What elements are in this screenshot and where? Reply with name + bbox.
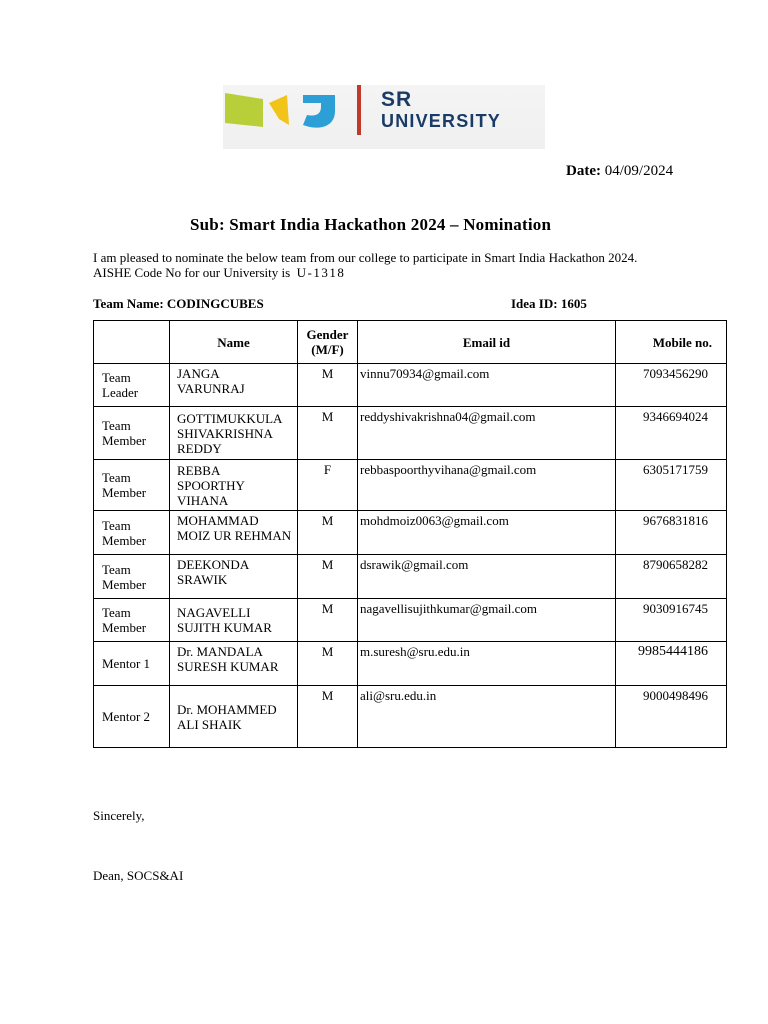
email-cell: nagavellisujithkumar@gmail.com xyxy=(358,599,616,642)
header-email: Email id xyxy=(358,321,616,364)
mobile-cell: 9985444186 xyxy=(616,642,727,686)
role-cell: Team Member xyxy=(94,407,170,460)
name-cell: DEEKONDA SRAWIK xyxy=(170,555,298,599)
logo-emblem-icon xyxy=(223,85,383,149)
intro-line-2 xyxy=(93,265,637,280)
mobile-cell: 9676831816 xyxy=(616,511,727,555)
signatory: Dean, SOCS&AI xyxy=(93,868,184,883)
role-cell: Team Member xyxy=(94,511,170,555)
email-cell: dsrawik@gmail.com xyxy=(358,555,616,599)
email-cell: rebbaspoorthyvihana@gmail.com xyxy=(358,460,616,511)
email-cell: vinnu70934@gmail.com xyxy=(358,364,616,407)
mobile-cell: 6305171759 xyxy=(616,460,727,511)
nomination-table xyxy=(93,320,727,748)
date-value: 04/09/2024 xyxy=(604,163,674,179)
role-cell: Team Member xyxy=(94,555,170,599)
mobile-cell: 9000498496 xyxy=(616,686,727,748)
gender-cell: M xyxy=(298,599,358,642)
email-cell: m.suresh@sru.edu.in xyxy=(358,642,616,686)
role-cell: Team Member xyxy=(94,599,170,642)
name-cell: GOTTIMUKKULA SHIVAKRISHNA REDDY xyxy=(170,407,298,460)
mobile-cell: 8790658282 xyxy=(616,555,727,599)
date-label: Date: xyxy=(566,163,601,179)
role-cell: Team Member xyxy=(94,460,170,511)
letter-date xyxy=(566,163,673,180)
table-row xyxy=(94,599,727,642)
gender-cell: M xyxy=(298,511,358,555)
idea-id: Idea ID: 1605 xyxy=(511,296,587,311)
role-cell: Mentor 2 xyxy=(94,686,170,748)
header-role xyxy=(94,321,170,364)
table-row xyxy=(94,407,727,460)
intro-paragraph xyxy=(93,250,637,280)
name-cell: MOHAMMAD MOIZ UR REHMAN xyxy=(170,511,298,555)
intro-line-1: I am pleased to nominate the below team from our college to participate in Smart India Hackathon 2024. xyxy=(93,250,638,265)
header-name: Name xyxy=(170,321,298,364)
letter-subject: Sub: Smart India Hackathon 2024 – Nomination xyxy=(190,215,552,234)
team-name: Team Name: CODINGCUBES xyxy=(93,296,264,311)
name-cell: REBBA SPOORTHY VIHANA xyxy=(170,460,298,511)
aishe-code: U-1318 xyxy=(296,265,346,280)
role-cell: Team Leader xyxy=(94,364,170,407)
name-cell: JANGA VARUNRAJ xyxy=(170,364,298,407)
gender-cell: M xyxy=(298,642,358,686)
closing-salutation: Sincerely, xyxy=(93,808,145,823)
email-cell: reddyshivakrishna04@gmail.com xyxy=(358,407,616,460)
mobile-cell: 9030916745 xyxy=(616,599,727,642)
table-row xyxy=(94,642,727,686)
gender-cell: F xyxy=(298,460,358,511)
header-mobile: Mobile no. xyxy=(616,321,727,364)
gender-cell: M xyxy=(298,555,358,599)
gender-cell: M xyxy=(298,364,358,407)
name-cell: Dr. MOHAMMED ALI SHAIK xyxy=(170,686,298,748)
mobile-cell: 7093456290 xyxy=(616,364,727,407)
mobile-cell: 9346694024 xyxy=(616,407,727,460)
name-cell: NAGAVELLI SUJITH KUMAR xyxy=(170,599,298,642)
logo-text-university: UNIVERSITY xyxy=(381,111,502,131)
table-header-row xyxy=(94,321,727,364)
table-row xyxy=(94,460,727,511)
email-cell: ali@sru.edu.in xyxy=(358,686,616,748)
role-cell: Mentor 1 xyxy=(94,642,170,686)
table-row xyxy=(94,555,727,599)
logo-text-sr: SR xyxy=(381,88,413,111)
gender-cell: M xyxy=(298,686,358,748)
gender-cell: M xyxy=(298,407,358,460)
table-row xyxy=(94,511,727,555)
table-row xyxy=(94,686,727,748)
name-cell: Dr. MANDALA SURESH KUMAR xyxy=(170,642,298,686)
header-gender: Gender (M/F) xyxy=(298,321,358,364)
university-logo xyxy=(223,85,545,149)
email-cell: mohdmoiz0063@gmail.com xyxy=(358,511,616,555)
aishe-label: AISHE Code No for our University is xyxy=(93,265,291,280)
table-row xyxy=(94,364,727,407)
